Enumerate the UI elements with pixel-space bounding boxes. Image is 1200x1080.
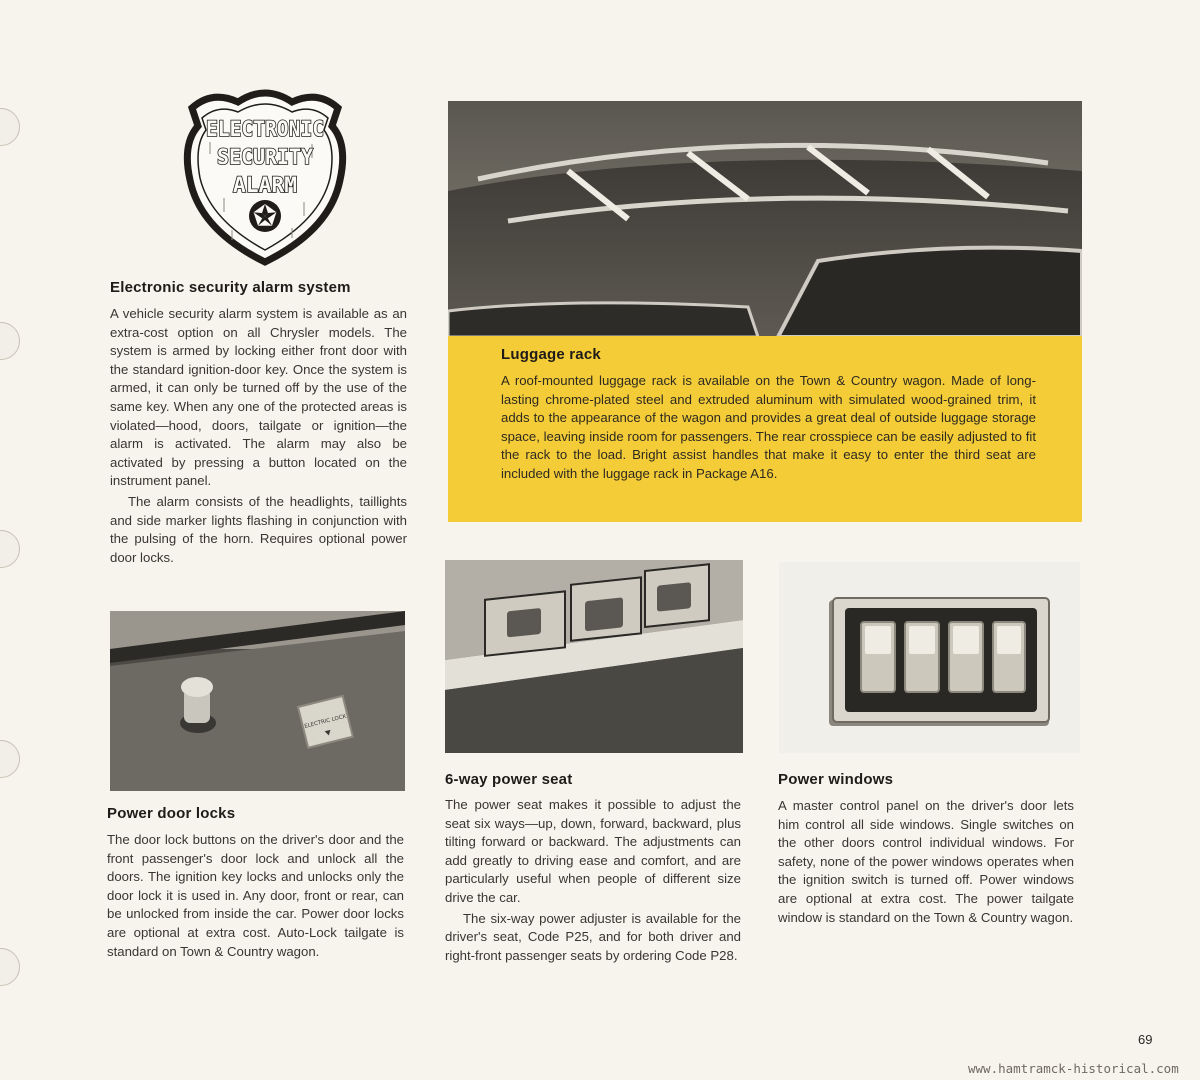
security-alarm-paragraph-2: The alarm consists of the headlights, taillights and side marker lights flashing in conjunction with the pulsing of the horn. Requires optional power door locks.	[110, 493, 407, 565]
pentastar-icon	[249, 200, 281, 232]
security-alarm-text	[110, 305, 407, 567]
power-seat-paragraph-2: The six-way power adjuster is available for the driver's seat, Code P25, and for both driver and right-front passenger seats by ordering Code P28.	[445, 910, 741, 963]
luggage-rack-text: A roof-mounted luggage rack is available on the Town & Country wagon. Made of long-lasting chrome-plated steel and extruded aluminum with simulated wood-grained trim, it adds to the appearance of the wagon and provides a great deal of outside luggage storage space, leaving inside room for passengers. The rear crosspiece can be easily adjusted to fit the rack to the load. Bright assist handles that make it easy to enter the third seat are included with the luggage rack in Package A16.	[501, 373, 1036, 481]
power-door-locks-text: The door lock buttons on the driver's door and the front passenger's door lock and unlock all the doors. The ignition key locks and unlocks only the door lock it is used in. Any door, front or rear, can be unlocked from inside the car. Power door locks are optional at extra cost. Auto-Lock tailgate is standard on Town & Country wagon.	[107, 832, 404, 959]
luggage-rack-panel	[448, 336, 1082, 522]
security-alarm-badge	[172, 80, 358, 266]
power-windows-text: A master control panel on the driver's door lets him control all side windows. Single switches on the other doors control individual windows. For safety, none of the power windows operates when the ignition switch is turned off. Power windows are optional at extra cost. The power tailgate window is standard on the Town & Country wagon.	[778, 798, 1074, 925]
power-seat-text	[445, 796, 741, 965]
binder-hole	[0, 530, 20, 568]
power-seat-paragraph-1: The power seat makes it possible to adjust the seat six ways—up, down, forward, backward, plus tilting forward or backward. The adjustments can add greatly to driving ease and comfort, and are particularly useful when people of different size drive the car.	[445, 797, 741, 905]
luggage-rack-heading: Luggage rack	[501, 346, 601, 363]
badge-line-1: ELECTRONIC	[206, 117, 324, 141]
badge-line-3: ALARM	[233, 173, 297, 197]
badge-line-2: SECURITY	[217, 145, 314, 169]
footer-url: www.hamtramck-historical.com	[968, 1061, 1179, 1076]
power-seat-photo	[445, 560, 743, 753]
power-seat-heading: 6-way power seat	[445, 771, 573, 788]
power-windows-heading: Power windows	[778, 771, 894, 788]
power-windows-photo	[779, 562, 1080, 753]
security-alarm-heading: Electronic security alarm system	[110, 279, 351, 296]
binder-hole	[0, 740, 20, 778]
electric-lock-label: ELECTRIC LOCK	[303, 713, 347, 730]
binder-hole	[0, 948, 20, 986]
page-number: 69	[1138, 1032, 1153, 1047]
power-door-locks-heading: Power door locks	[107, 805, 236, 822]
binder-hole	[0, 108, 20, 146]
power-door-locks-photo	[110, 611, 405, 791]
luggage-rack-photo	[448, 101, 1082, 337]
security-alarm-paragraph-1: A vehicle security alarm system is available as an extra-cost option on all Chrysler models. The system is armed by locking either front door with the standard ignition-door key. Once the system is armed, it can only be turned off by the use of the same key. When any one of the protected areas is violated—hood, doors, tailgate or ignition—the alarm is activated. The alarm may also be activated by pressing a button located on the instrument panel.	[110, 306, 407, 489]
binder-hole	[0, 322, 20, 360]
